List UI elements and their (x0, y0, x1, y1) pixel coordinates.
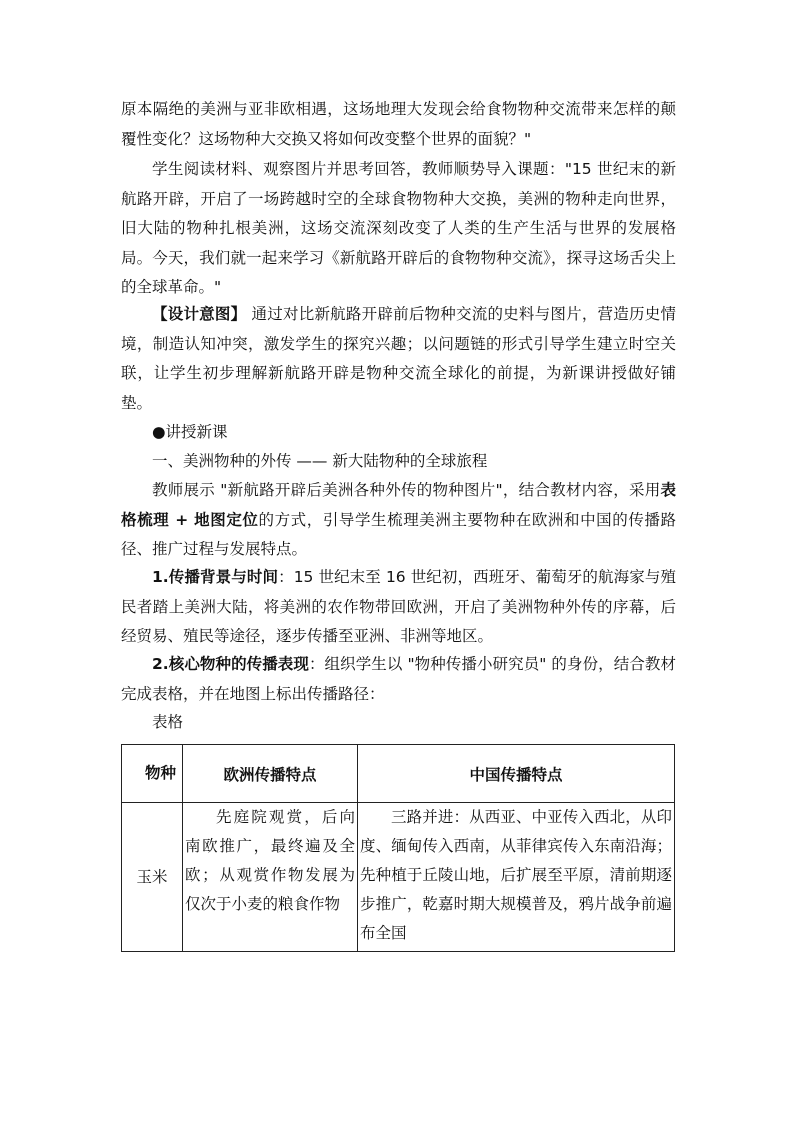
design-intent-label: 【设计意图】 (152, 305, 247, 323)
header-china: 中国传播特点 (358, 745, 675, 803)
paragraph-lesson-introduction: 学生阅读材料、观察图片并思考回答，教师顺势导入课题："15 世纪末的新航路开辟，开启了一场跨越时空的全球食物物种大交换，美洲的物种走向世界，旧大陆的物种扎根美洲，这场交流深刻改变了人类的生产生活与世界的发展格局。今天，我们就一起来学习《新航路开辟后的食物物种交流》，探寻这场舌尖上的全球革命。" (121, 160, 676, 296)
core-species-body: ：组织学生以 "物种传播小研究员" 的身份，结合教材完成表格，并在地图上标出传播路径： (121, 655, 676, 703)
header-species: 物种 (122, 745, 183, 803)
design-intent-body: 通过对比新航路开辟前后物种交流的史料与图片，营造历史情境，制造认知冲突，激发学生的探究兴趣；以问题链的形式引导学生建立时空关联，让学生初步理解新航路开辟是物种交流全球化的前提，为新课讲授做好铺垫。 (121, 305, 676, 412)
core-species-label: 2.核心物种的传播表现 (152, 655, 309, 673)
section-heading: 一、美洲物种的外传 —— 新大陆物种的全球旅程 (152, 452, 488, 470)
teacher-display-method: 表格梳理 + 地图定位 (121, 481, 676, 529)
table-header-row (122, 745, 675, 803)
background-time-body: ：15 世纪末至 16 世纪初，西班牙、葡萄牙的航海家与殖民者踏上美洲大陆，将美洲的农作物带回欧洲，开启了美洲物种外传的序幕，后经贸易、殖民等途径，逐步传播至亚洲、非洲等地区。 (121, 568, 676, 645)
background-time-label: 1.传播背景与时间 (152, 568, 279, 586)
section-label: ●讲授新课 (152, 423, 228, 441)
teacher-display-text-b: 的方式，引导学生梳理美洲主要物种在欧洲和中国的传播路径、推广过程与发展特点。 (121, 510, 676, 558)
paragraph-intro-question: 原本隔绝的美洲与亚非欧相遇，这场地理大发现会给食物物种交流带来怎样的颠覆性变化？这场物种大交换又将如何改变整个世界的面貌？" (121, 100, 676, 148)
cell-china-corn: 三路并进：从西亚、中亚传入西北，从印度、缅甸传入西南，从菲律宾传入东南沿海；先种植于丘陵山地，后扩展至平原，清前期逐步推广，乾嘉时期大规模普及，鸦片战争前遍布全国 (358, 803, 675, 952)
table-caption: 表格 (152, 713, 184, 731)
species-spread-table (121, 744, 675, 952)
teacher-display-text-a: 教师展示 "新航路开辟后美洲各种外传的物种图片"，结合教材内容，采用 (152, 481, 661, 499)
paragraph-core-species (121, 650, 676, 709)
cell-europe-corn: 先庭院观赏，后向南欧推广，最终遍及全欧；从观赏作物发展为仅次于小麦的粮食作物 (183, 803, 358, 952)
paragraph-design-intent (121, 300, 676, 418)
table-row (122, 803, 675, 952)
paragraph-teacher-display (121, 476, 676, 565)
cell-species-corn: 玉米 (122, 803, 183, 952)
header-europe: 欧洲传播特点 (183, 745, 358, 803)
paragraph-background-time (121, 563, 676, 652)
